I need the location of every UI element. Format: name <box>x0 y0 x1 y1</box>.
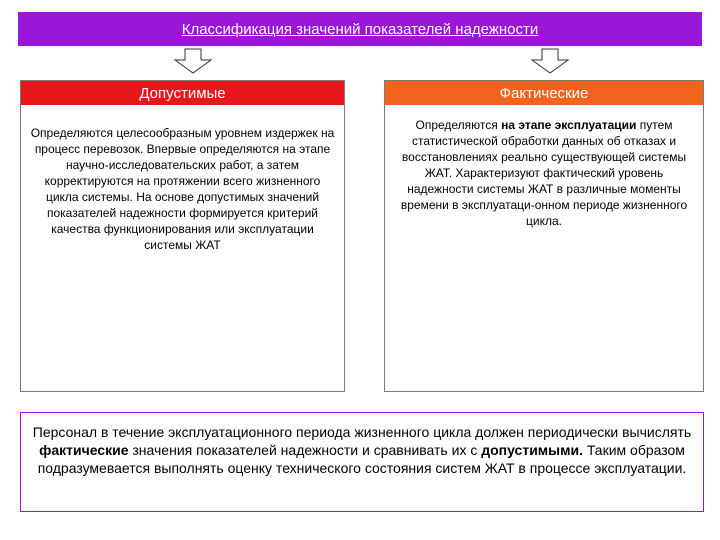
conclusion-text: Таким образом подразумевается выполнять оценку технического состояния систем ЖАТ в процессе эксплуатации. <box>37 442 687 476</box>
actual-header <box>385 81 703 105</box>
down-arrow-icon <box>173 48 213 74</box>
conclusion-text: значения показателей надежности и сравнивать их с <box>128 442 482 458</box>
allowable-description: Определяются целесообразным уровнем издержек на процесс перевозок. Впервые определяются на этапе научно-исследовательских работ, а затем корректируются на протяжении всего жизненного цикла системы. На основе допустимых значений показателей надежности формируется критерий качества функционирования или эксплуатации системы ЖАТ <box>30 126 335 252</box>
actual-text-emphasis: на этапе эксплуатации <box>501 118 637 132</box>
conclusion-emphasis: фактические <box>39 442 129 458</box>
allowable-values-box <box>20 80 345 392</box>
down-arrow-icon <box>530 48 570 74</box>
title-text: Классификация значений показателей надежности <box>181 20 539 38</box>
actual-description <box>385 117 703 229</box>
conclusion-emphasis: допустимыми. <box>481 442 583 458</box>
actual-text-part: путем статистической обработки данных об отказах и восстановлениях реально существующей системы ЖАТ. Характеризуют фактический уровень надежности системы ЖАТ в различные моменты времени в эксплуатаци-онном периоде жизненного цикла. <box>400 118 688 228</box>
actual-values-box <box>384 80 704 392</box>
allowable-header-label: Допустимые <box>139 84 226 102</box>
actual-header-label: Фактические <box>499 84 589 102</box>
conclusion-text: Персонал в течение эксплуатационного периода жизненного цикла должен периодически вычислять <box>32 424 692 440</box>
allowable-header <box>21 81 344 105</box>
conclusion-box <box>20 412 704 512</box>
actual-text-part: Определяются <box>415 118 502 132</box>
diagram-title <box>18 12 702 46</box>
